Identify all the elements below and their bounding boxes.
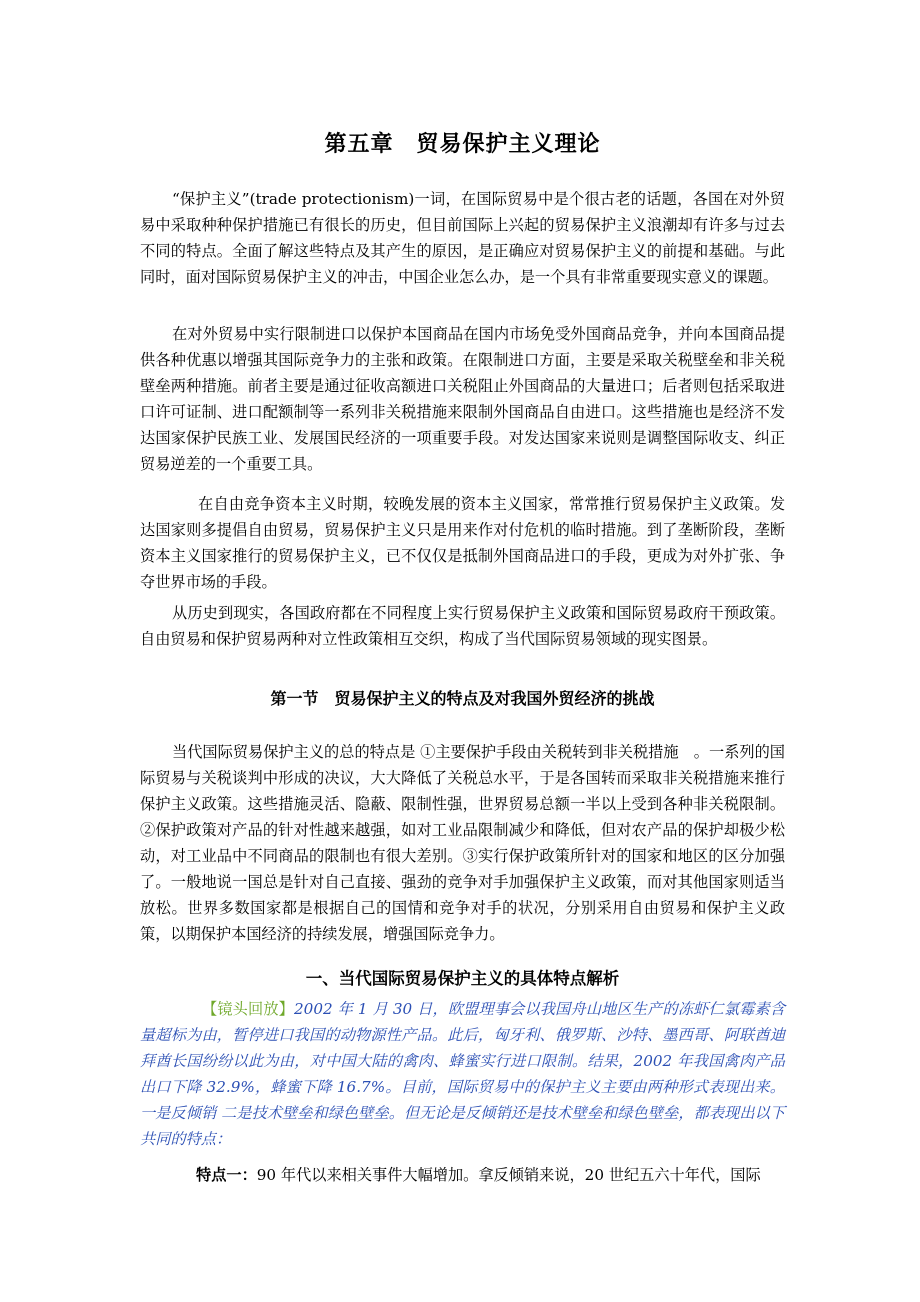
section-paragraph: 当代国际贸易保护主义的总的特点是 ①主要保护手段由关税转到非关税措施 。一系列的国际贸易与关税谈判中形成的决议，大大降低了关税总水平，于是各国转而采取非关税措施来推行保护主义政策。这些措施灵活、隐蔽、限制性强，世界贸易总额一半以上受到各种非关税限制。②保护政策对产品的针对性越来越强，如对工业品限制减少和降低，但对农产品的保护却极少松动，对工业品中不同商品的限制也有很大差别。③实行保护政策所针对的国家和地区的区分加强了。一般地说一国总是针对自己直接、强劲的竞争对手加强保护主义政策，而对其他国家则适当放松。世界多数国家都是根据自己的国情和竞争对手的状况，分别采用自由贸易和保护主义政策，以期保护本国经济的持续发展，增强国际竞争力。 [140,743,785,943]
subsection-title: 一、当代国际贸易保护主义的具体特点解析 [305,969,620,988]
feature-one-text: 90 年代以来相关事件大幅增加。拿反倾销来说，20 世纪五六十年代，国际 [256,1166,761,1184]
case-review-text: 2002 年 1 月 30 日，欧盟理事会以我国舟山地区生产的冻虾仁氯霉素含量超标为由，暂停进口我国的动物源性产品。此后，匈牙利、俄罗斯、沙特、墨西哥、阿联酋迪拜酋长国纷纷以此为由，对中国大陆的禽肉、蜂蜜实行进口限制。结果，2002 年我国禽肉产品出口下降 32.9%，蜂蜜下降 16.7%。目前，国际贸易中的保护主义主要由两种形式表现出来。一是反倾销 二是技术壁垒和绿色壁垒。但无论是反倾销还是技术壁垒和绿色壁垒，都表现出以下共同的特点： [140,1000,786,1148]
intro-paragraph-2: 在对外贸易中实行限制进口以保护本国商品在国内市场免受外国商品竞争，并向本国商品提供各种优惠以增强其国际竞争力的主张和政策。在限制进口方面，主要是采取关税壁垒和非关税壁垒两种措施。前者主要是通过征收高额进口关税阻止外国商品的大量进口；后者则包括采取进口许可证制、进口配额制等一系列非关税措施来限制外国商品自由进口。这些措施也是经济不发达国家保护民族工业、发展国民经济的一项重要手段。对发达国家来说则是调整国际收支、纠正贸易逆差的一个重要工具。 [140,325,785,473]
section-title: 第一节 贸易保护主义的特点及对我国外贸经济的挑战 [270,689,655,708]
feature-one-paragraph [140,1162,785,1188]
case-review-tag: 【镜头回放】 [202,1000,294,1018]
feature-one-label: 特点一： [196,1166,257,1184]
intro-paragraph-4: 从历史到现实，各国政府都在不同程度上实行贸易保护主义政策和国际贸易政府干预政策。自由贸易和保护贸易两种对立性政策相互交织，构成了当代国际贸易领域的现实图景。 [140,604,785,648]
case-review-paragraph [140,996,785,1152]
intro-paragraph-3: 在自由竞争资本主义时期，较晚发展的资本主义国家，常常推行贸易保护主义政策。发达国家则多提倡自由贸易，贸易保护主义只是用来作对付危机的临时措施。到了垄断阶段，垄断资本主义国家推行的贸易保护主义，已不仅仅是抵制外国商品进口的手段，更成为对外扩张、争夺世界市场的手段。 [140,495,785,591]
intro-paragraph-1: “保护主义”(trade protectionism)一词，在国际贸易中是个很古老的话题，各国在对外贸易中采取种种保护措施已有很长的历史，但目前国际上兴起的贸易保护主义浪潮却有许多与过去不同的特点。全面了解这些特点及其产生的原因，是正确应对贸易保护主义的前提和基础。与此同时，面对国际贸易保护主义的冲击，中国企业怎么办，是一个具有非常重要现实意义的课题。 [140,190,785,286]
chapter-title: 第五章 贸易保护主义理论 [324,132,601,157]
